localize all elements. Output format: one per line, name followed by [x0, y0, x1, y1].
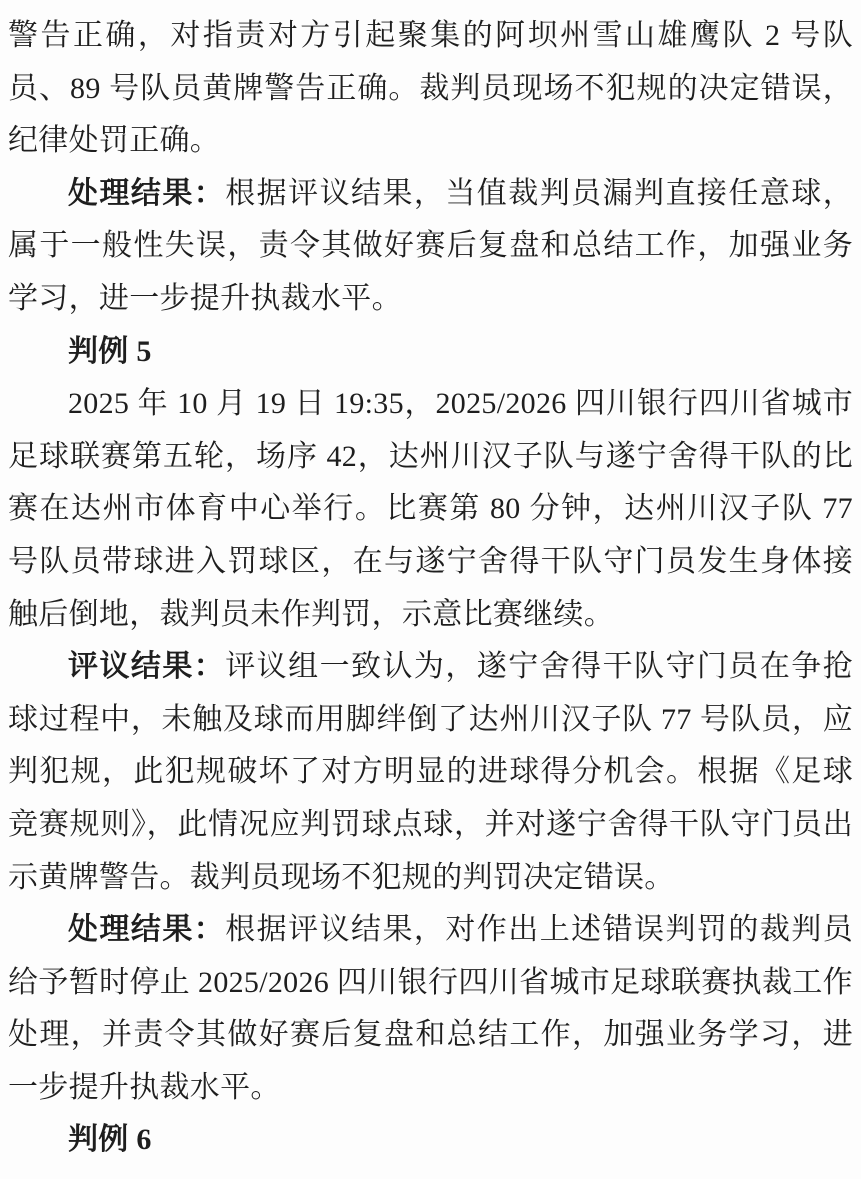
paragraph-text: 根据评议结果，对作出上述错误判罚的裁判员给予暂时停止 2025/2026 四川银行四川省城市足球联赛执裁工作处理，并责令其做好赛后复盘和总结工作，加强业务学习，进一步提升执裁水平。	[8, 913, 854, 1104]
case5-handling-result	[8, 904, 853, 1114]
case5-review-result	[8, 641, 853, 904]
case4-conclusion-continued	[8, 10, 853, 168]
case4-handling-result	[8, 168, 853, 326]
paragraph-text: 评议组一致认为，遂宁舍得干队守门员在争抢球过程中，未触及球而用脚绊倒了达州川汉子队 77 号队员，应判犯规，此犯规破坏了对方明显的进球得分机会。根据《足球竞赛规则》，此情况应判罚球点球，并对遂宁舍得干队守门员出示黄牌警告。裁判员现场不犯规的判罚决定错误。	[8, 650, 854, 894]
bold-label: 判例 5	[68, 334, 152, 368]
bold-label: 处理结果：	[68, 913, 226, 947]
bold-label: 评议结果：	[68, 650, 226, 684]
paragraph-text: 警告正确，对指责对方引起聚集的阿坝州雪山雄鹰队 2 号队员、89 号队员黄牌警告正确。裁判员现场不犯规的决定错误，纪律处罚正确。	[8, 19, 853, 158]
bold-label: 判例 6	[68, 1123, 152, 1157]
paragraph-text: 2025 年 10 月 19 日 19:35，2025/2026 四川银行四川省城市足球联赛第五轮，场序 42，达州川汉子队与遂宁舍得干队的比赛在达州市体育中心举行。比赛第 80 分钟，达州川汉子队 77 号队员带球进入罚球区，在与遂宁舍得干队守门员发生身体接触后倒地，裁判员未作判罚，示意比赛继续。	[8, 387, 853, 631]
paragraph-text: 根据评议结果，当值裁判员漏判直接任意球，属于一般性失误，责令其做好赛后复盘和总结工作，加强业务学习，进一步提升执裁水平。	[8, 176, 854, 315]
document-body	[8, 10, 853, 1167]
case5-heading	[8, 326, 853, 379]
case5-incident-description	[8, 378, 853, 641]
case6-heading	[8, 1114, 853, 1167]
bold-label: 处理结果：	[68, 176, 226, 210]
